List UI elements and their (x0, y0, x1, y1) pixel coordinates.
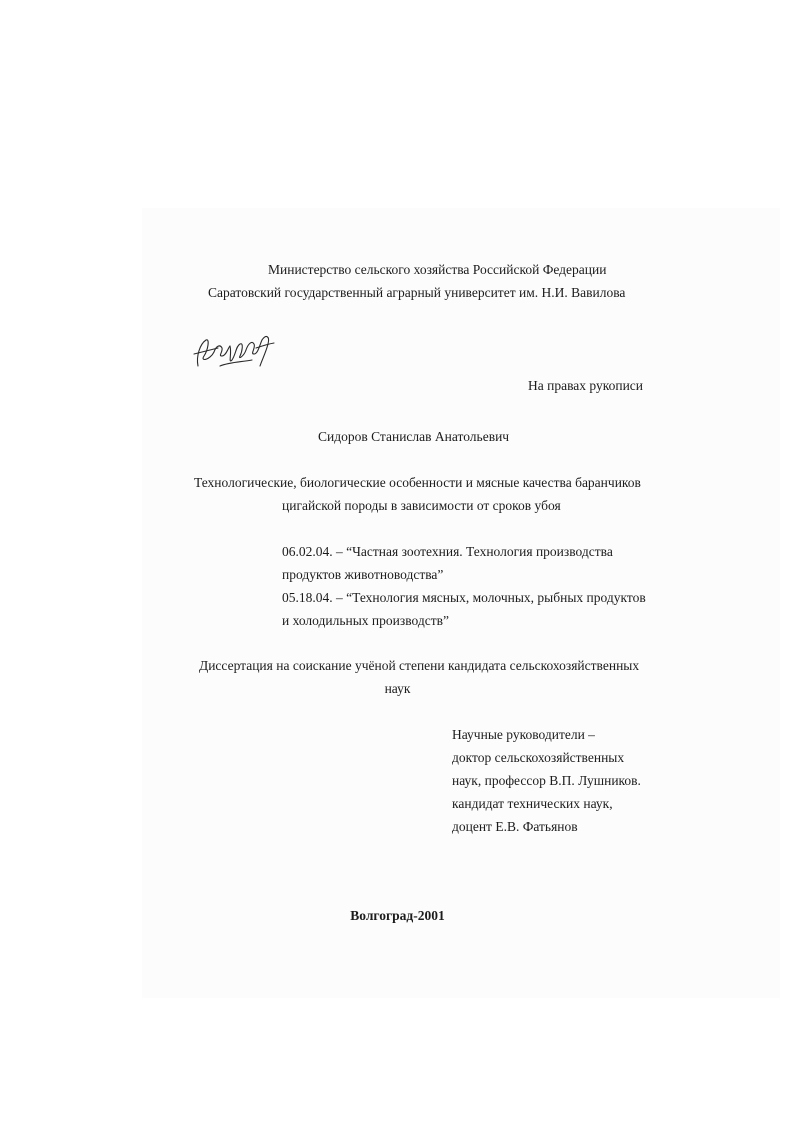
handwritten-signature (190, 326, 280, 374)
author-name: Сидоров Станислав Анатольевич (318, 429, 510, 444)
degree-line-1: Диссертация на соискание учёной степени кандидата сельскохозяйственных (199, 658, 640, 673)
specialty-line-1: 06.02.04. – “Частная зоотехния. Технология производства (282, 544, 613, 559)
supervisors-line-1: Научные руководители – (452, 727, 595, 742)
thesis-title-line-2: цигайской породы в зависимости от сроков убоя (282, 498, 561, 513)
city-year: Волгоград-2001 (350, 908, 445, 923)
manuscript-rights-note: На правах рукописи (528, 378, 644, 393)
supervisors-line-4: кандидат технических наук, (452, 796, 613, 811)
specialty-line-2: продуктов животноводства” (282, 567, 444, 582)
specialty-line-4: и холодильных производств” (282, 613, 449, 628)
supervisors-line-5: доцент Е.В. Фатьянов (452, 819, 578, 834)
degree-line-2: наук (384, 681, 411, 696)
ministry-line: Министерство сельского хозяйства Российской Федерации (268, 262, 607, 277)
university-line: Саратовский государственный аграрный университет им. Н.И. Вавилова (208, 285, 626, 300)
supervisors-line-3: наук, профессор В.П. Лушников. (452, 773, 641, 788)
specialty-line-3: 05.18.04. – “Технология мясных, молочных, рыбных продуктов (282, 590, 646, 605)
supervisors-line-2: доктор сельскохозяйственных (452, 750, 625, 765)
thesis-title-line-1: Технологические, биологические особенности и мясные качества баранчиков (194, 475, 641, 490)
